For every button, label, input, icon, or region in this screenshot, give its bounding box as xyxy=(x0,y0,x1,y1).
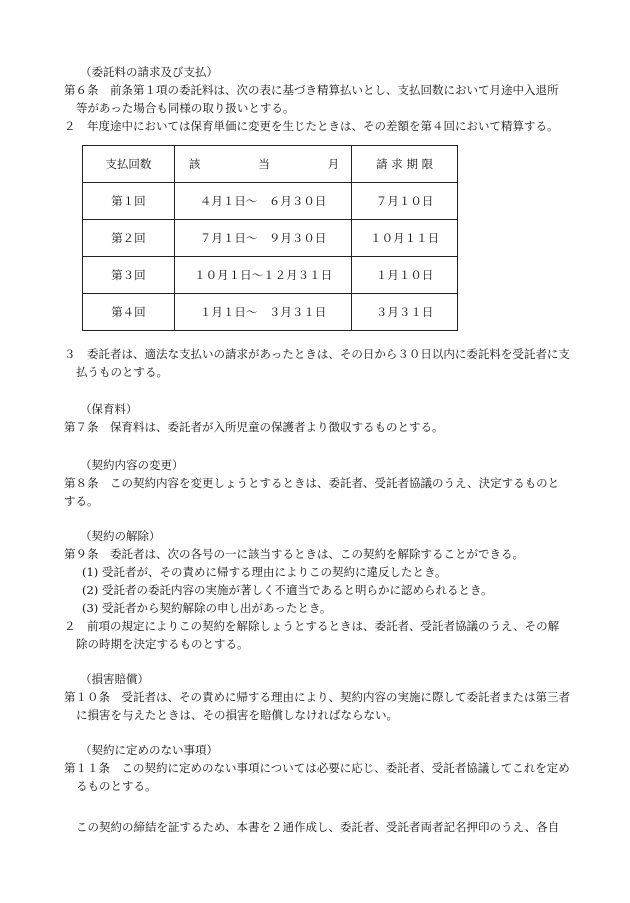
header-gai: 該 xyxy=(188,157,201,171)
row-count: 第４回 xyxy=(83,294,175,331)
list-item: (1) 受託者が、その責めに帰する理由によりこの契約に違反したとき。 xyxy=(82,565,447,579)
list-item: (2) 受託者の委託内容の実施が著しく不適当であると明らかに認められるとき。 xyxy=(82,583,493,597)
row-count: 第３回 xyxy=(83,257,175,294)
article-heading: （委託料の請求及び支払） xyxy=(80,65,218,79)
paragraph-2: ２ 年度途中においては保育単価に変更を生じたときは、その差額を第４回において精算する。 xyxy=(64,119,559,133)
table-row xyxy=(83,220,458,257)
paragraph-3: ３ 委託者は、適法な支払いの請求があったときは、その日から３０日以内に委託料を受託者に支 xyxy=(64,347,570,361)
article-6 xyxy=(64,63,570,135)
article-heading: （保育料） xyxy=(80,402,138,416)
table-row xyxy=(83,183,458,220)
article-heading: （契約に定めのない事項） xyxy=(80,743,218,757)
table-row xyxy=(83,294,458,331)
row-deadline: １月１０日 xyxy=(352,257,458,294)
article-heading: （契約内容の変更） xyxy=(80,458,184,472)
row-period: ４月１日～ ６月３０日 xyxy=(174,183,351,220)
article-text-continued: るものとする。 xyxy=(76,779,157,793)
header-tsuki: 月 xyxy=(327,157,340,171)
header-claim-deadline-label: 請 求 期 限 xyxy=(376,157,434,171)
paragraph-2-continued: 除の時期を決定するものとする。 xyxy=(76,637,249,651)
article-11 xyxy=(64,741,570,795)
article-text: 第６条 前条第１項の委託料は、次の表に基づき精算払いとし、支払回数において月途中入退所 xyxy=(64,83,559,97)
article-8 xyxy=(64,456,570,510)
header-tou: 当 xyxy=(258,157,270,171)
article-heading: （契約の解除） xyxy=(80,529,161,543)
article-heading: （損害賠償） xyxy=(80,672,149,686)
article-text-continued: 等があった場合も同様の取り扱いとする。 xyxy=(76,101,295,115)
article-text-continued: する。 xyxy=(64,494,99,508)
row-period: １月１日～ ３月３１日 xyxy=(174,294,351,331)
header-applicable-month xyxy=(174,146,351,183)
row-deadline: １０月１１日 xyxy=(352,220,458,257)
header-claim-deadline xyxy=(352,146,458,183)
table-row xyxy=(83,257,458,294)
payment-schedule-table xyxy=(82,145,458,331)
article-text: 第７条 保育料は、委託者が入所児童の保護者より徴収するものとする。 xyxy=(64,420,444,434)
article-text: 第１０条 受託者は、その責めに帰する理由により、契約内容の実施に際して委託者または第三者 xyxy=(64,690,570,704)
row-period: ７月１日～ ９月３０日 xyxy=(174,220,351,257)
row-deadline: ７月１０日 xyxy=(352,183,458,220)
article-text-continued: に損害を与えたときは、その損害を賠償しなければならない。 xyxy=(76,708,398,722)
row-count: 第１回 xyxy=(83,183,175,220)
article-10 xyxy=(64,670,570,724)
paragraph-3-continued: 払うものとする。 xyxy=(76,365,168,379)
article-9 xyxy=(64,527,570,653)
paragraph-2: ２ 前項の規定によりこの契約を解除しょうとするときは、委託者、受託者協議のうえ、その解 xyxy=(64,619,560,633)
article-7 xyxy=(64,400,570,436)
closing-text: この契約の締結を証するため、本書を２通作成し、委託者、受託者両者記名押印のうえ、各自 xyxy=(76,820,560,834)
closing-statement xyxy=(64,818,570,836)
article-text: 第１１条 この契約に定めのない事項については必要に応じ、委託者、受託者協議してこれを定め xyxy=(64,761,570,775)
list-item: (3) 受託者から契約解除の申し出があったとき。 xyxy=(82,601,332,615)
row-period: １０月１日～１２月３１日 xyxy=(174,257,351,294)
header-payment-count: 支払回数 xyxy=(83,146,175,183)
row-deadline: ３月３１日 xyxy=(352,294,458,331)
article-6-paragraph-3 xyxy=(64,345,570,381)
article-text: 第８条 この契約内容を変更しょうとするときは、委託者、受託者協議のうえ、決定するものと xyxy=(64,476,560,490)
table-header-row xyxy=(83,146,458,183)
row-count: 第２回 xyxy=(83,220,175,257)
article-text: 第９条 委託者は、次の各号の一に該当するときは、この契約を解除することができる。 xyxy=(64,547,524,561)
